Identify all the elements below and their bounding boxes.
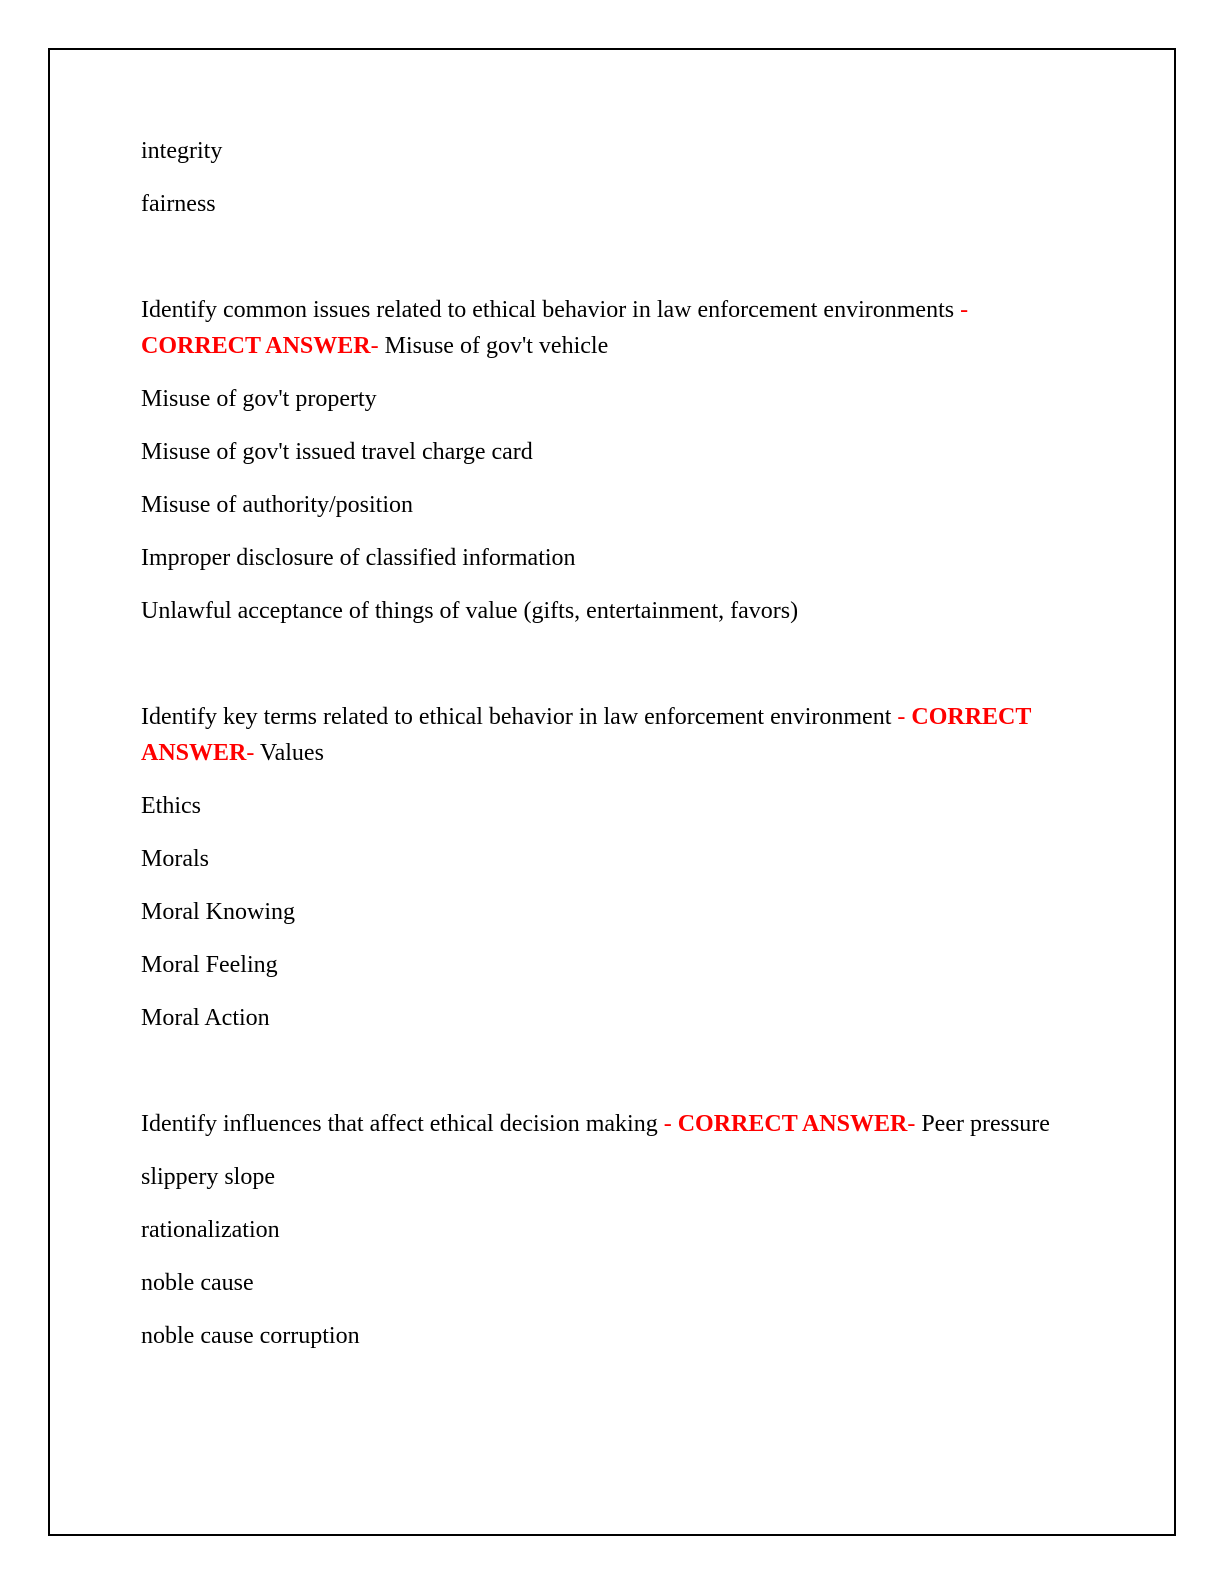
answer-item: Improper disclosure of classified information bbox=[141, 545, 576, 571]
correct-answer-marker: CORRECT ANSWER bbox=[141, 333, 371, 359]
answer-item: Moral Knowing bbox=[141, 899, 295, 925]
lead-term-line: fairness bbox=[141, 191, 216, 217]
answer-text: Peer pressure bbox=[915, 1111, 1050, 1137]
answer-item: Misuse of authority/position bbox=[141, 492, 413, 518]
marker-dash: - bbox=[246, 740, 255, 766]
marker-dash: - bbox=[897, 704, 912, 730]
lead-term-line: integrity bbox=[141, 138, 223, 164]
question-paragraph bbox=[141, 699, 1053, 771]
question-text: Identify influences that affect ethical decision making bbox=[141, 1111, 664, 1137]
blank-line bbox=[141, 646, 1053, 682]
answer-item: Misuse of gov't property bbox=[141, 386, 377, 412]
answer-item: noble cause bbox=[141, 1270, 254, 1296]
question-paragraph bbox=[141, 1106, 1053, 1142]
answer-item: Unlawful acceptance of things of value (gifts, entertainment, favors) bbox=[141, 598, 799, 624]
answer-item: noble cause corruption bbox=[141, 1323, 360, 1349]
answer-item: Moral Feeling bbox=[141, 952, 278, 978]
marker-dash: - bbox=[663, 1111, 678, 1137]
question-text: Identify key terms related to ethical behavior in law enforcement environment bbox=[141, 704, 898, 730]
document-content bbox=[141, 133, 1053, 1371]
blank-line bbox=[141, 1053, 1053, 1089]
marker-dash: - bbox=[960, 297, 969, 323]
correct-answer-marker: CORRECT ANSWER bbox=[677, 1111, 908, 1137]
answer-text: Misuse of gov't vehicle bbox=[378, 333, 609, 359]
question-paragraph bbox=[141, 292, 1053, 364]
answer-item: rationalization bbox=[141, 1217, 280, 1243]
correct-answer-marker: CORRECT ANSWER bbox=[141, 704, 1031, 766]
answer-item: Morals bbox=[141, 846, 209, 872]
marker-dash: - bbox=[370, 333, 379, 359]
marker-dash: - bbox=[907, 1111, 916, 1137]
answer-item: slippery slope bbox=[141, 1164, 275, 1190]
question-text: Identify common issues related to ethical behavior in law enforcement environments bbox=[141, 297, 961, 323]
answer-text: Values bbox=[254, 740, 324, 766]
answer-item: Ethics bbox=[141, 793, 201, 819]
answer-item: Misuse of gov't issued travel charge card bbox=[141, 439, 533, 465]
blank-line bbox=[141, 239, 1053, 275]
answer-item: Moral Action bbox=[141, 1005, 270, 1031]
